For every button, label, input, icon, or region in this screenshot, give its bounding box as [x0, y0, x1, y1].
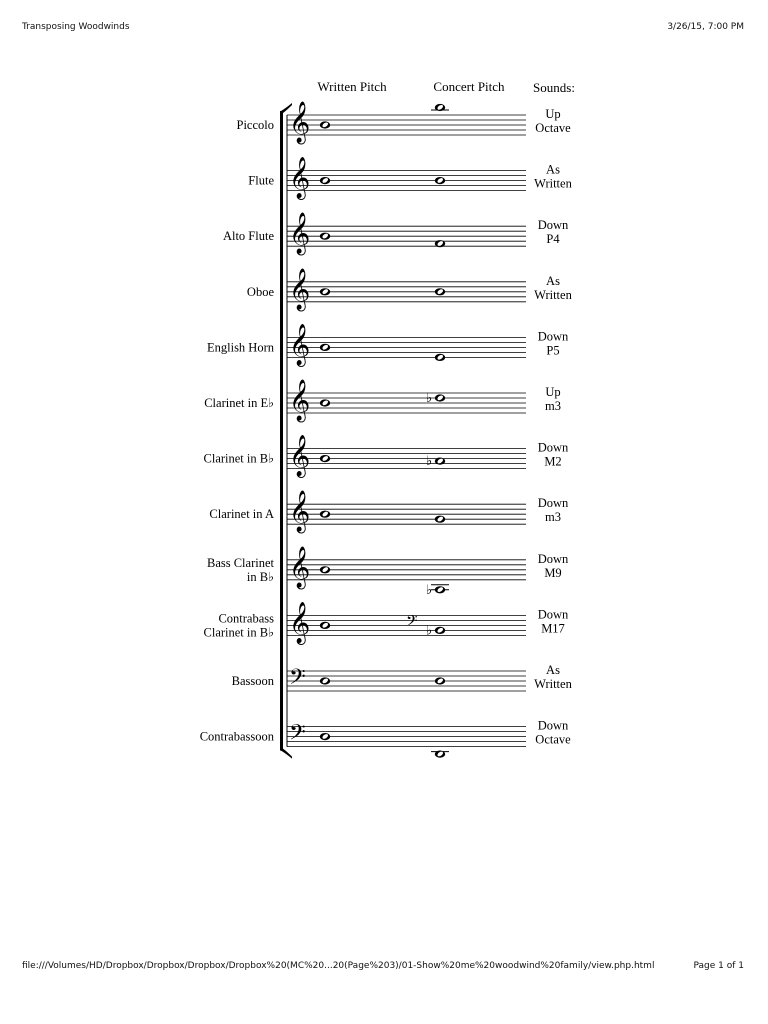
instrument-name: Bassoon — [231, 674, 274, 688]
sounds-label: Down — [537, 329, 569, 344]
sounds-label: M9 — [544, 565, 562, 580]
sounds-label: Octave — [535, 732, 571, 747]
instrument-name: Clarinet in B♭ — [203, 625, 274, 640]
bass-clef-icon: 𝄢 — [289, 665, 306, 695]
instrument-name: Oboe — [246, 284, 274, 299]
instrument-name: Clarinet in A — [209, 507, 274, 522]
instrument-name: Piccolo — [236, 118, 274, 132]
sounds-label: Down — [537, 607, 569, 622]
staff-system — [248, 157, 572, 200]
treble-clef-icon: 𝄞 — [289, 102, 311, 143]
instrument-name: Clarinet in B♭ — [203, 451, 274, 466]
instrument-name: Flute — [248, 173, 274, 188]
flat-accidental: ♭ — [426, 623, 433, 639]
written-pitch-header: Written Pitch — [317, 79, 387, 94]
sounds-label: Down — [537, 496, 569, 511]
sounds-header: Sounds: — [533, 80, 575, 95]
sounds-label: As — [546, 273, 560, 288]
staff-system — [207, 323, 569, 366]
concert-pitch-header: Concert Pitch — [433, 79, 505, 94]
footer-path: file:///Volumes/HD/Dropbox/Dropbox/Dropbox/Dropbox%20(MC%20...20(Page%203)/01-Show%20me%20woodwind%20family/view.php.html — [22, 961, 655, 971]
treble-clef-icon: 𝄞 — [289, 546, 311, 588]
sounds-label: As — [546, 162, 560, 177]
sounds-label: m3 — [545, 399, 561, 413]
sounds-label: P4 — [546, 232, 560, 247]
staff-system — [207, 546, 569, 598]
footer-page: Page 1 of 1 — [693, 961, 744, 971]
treble-clef-icon: 𝄞 — [289, 213, 311, 255]
staff-systems — [200, 101, 573, 759]
sounds-label: P5 — [546, 343, 560, 358]
instrument-name: English Horn — [206, 340, 274, 355]
flat-accidental: ♭ — [426, 582, 433, 598]
instrument-name: in B♭ — [246, 569, 274, 584]
flat-accidental: ♭ — [426, 454, 433, 470]
bass-clef-change-icon: 𝄢 — [406, 612, 418, 634]
treble-clef-icon: 𝄞 — [289, 435, 311, 477]
instrument-name: Bass Clarinet — [206, 555, 274, 570]
sounds-label: Down — [537, 218, 569, 233]
sounds-label: As — [546, 663, 560, 677]
staff-system — [204, 601, 570, 644]
staff-system — [247, 268, 573, 311]
treble-clef-icon: 𝄞 — [289, 491, 311, 533]
instrument-name: Contrabass — [218, 611, 274, 626]
bass-clef-icon: 𝄢 — [289, 720, 306, 751]
staff-system — [204, 435, 570, 478]
sounds-label: Down — [537, 718, 569, 733]
instrument-name: Clarinet in E♭ — [204, 396, 274, 410]
sounds-label: M17 — [541, 621, 565, 636]
treble-clef-icon: 𝄞 — [289, 602, 311, 644]
staff-system — [209, 490, 569, 533]
sounds-label: Octave — [535, 121, 571, 135]
treble-clef-icon: 𝄞 — [289, 324, 311, 366]
instrument-name: Contrabassoon — [199, 729, 274, 744]
treble-clef-icon: 𝄞 — [289, 380, 311, 421]
sounds-label: m3 — [545, 510, 561, 525]
staff-system — [200, 719, 571, 758]
sounds-label: Down — [537, 551, 569, 566]
sounds-label: Up — [545, 385, 561, 399]
instrument-name: Alto Flute — [222, 229, 274, 244]
staff-system — [204, 379, 561, 422]
header-title: Transposing Woodwinds — [22, 22, 130, 32]
sounds-label: Down — [537, 440, 569, 455]
flat-accidental: ♭ — [426, 391, 433, 406]
sounds-label: Written — [534, 176, 572, 191]
staff-system — [223, 212, 569, 255]
sounds-label: Up — [545, 107, 561, 121]
treble-clef-icon: 𝄞 — [289, 157, 311, 199]
sounds-label: M2 — [544, 454, 562, 469]
treble-clef-icon: 𝄞 — [289, 268, 311, 310]
header-datetime: 3/26/15, 7:00 PM — [667, 22, 744, 32]
system-bracket — [280, 111, 283, 751]
sounds-label: Written — [534, 677, 572, 691]
sounds-label: Written — [534, 287, 572, 302]
